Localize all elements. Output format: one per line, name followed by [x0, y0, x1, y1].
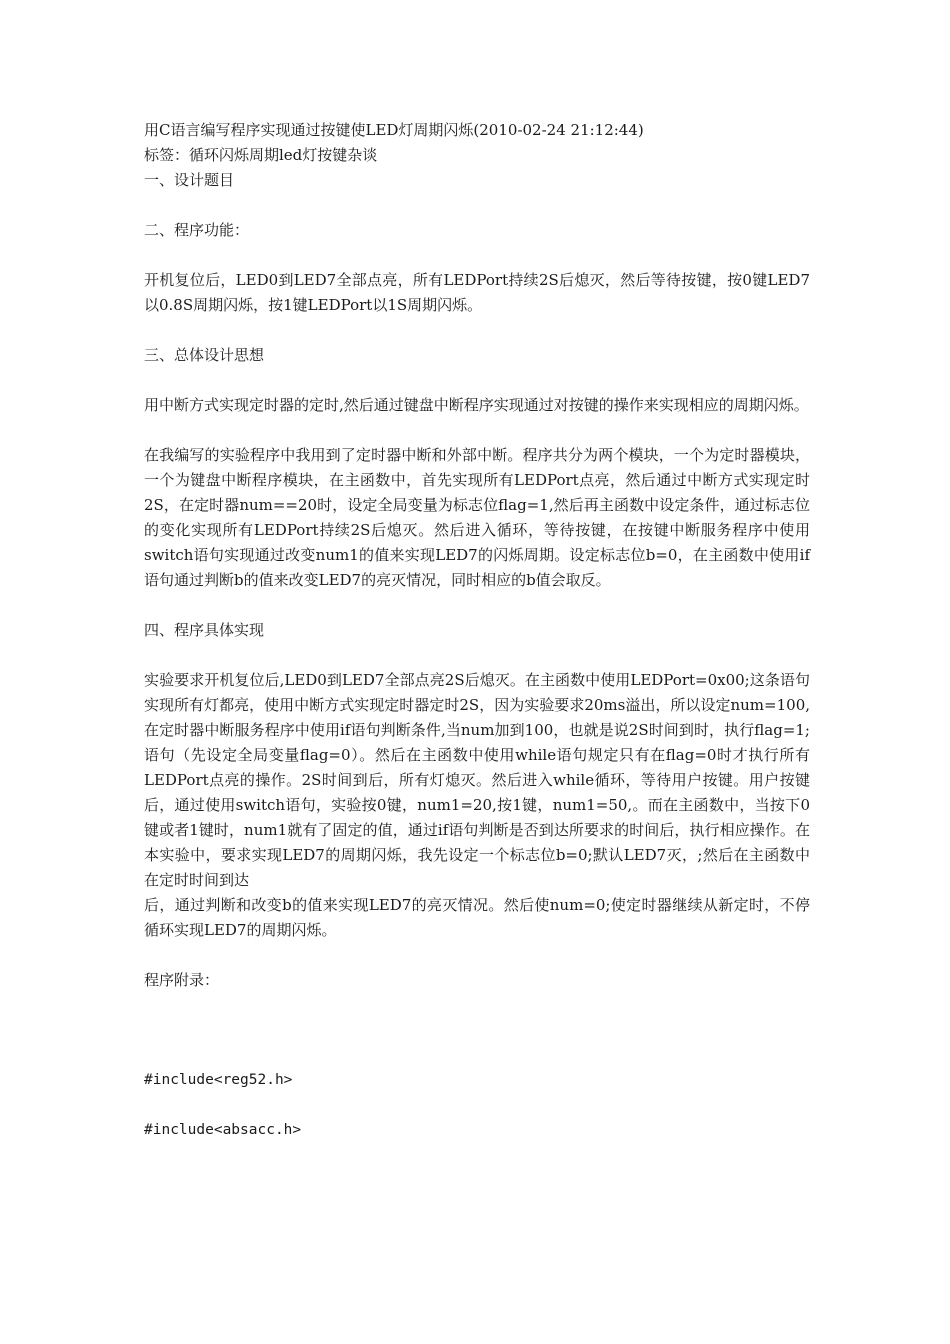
implementation-paragraph-1: 实验要求开机复位后,LED0到LED7全部点亮2S后熄灭。在主函数中使用LEDPort=0x00;这条语句实现所有灯都亮，使用中断方式实现定时器定时2S，因为实验要求20ms溢出，所以设定num=100,在定时器中断服务程序中使用if语句判断条件,当num加到100，也就是说2S时间到时，执行flag=1;语句（先设定全局变量flag=0）。然后在主函数中使用while语句规定只有在flag=0时才执行所有LEDPort点亮的操作。2S时间到后，所有灯熄灭。然后进入while循环，等待用户按键。用户按键后，通过使用switch语句，实验按0键，num1=20,按1键，num1=50,。而在主函数中，当按下0键或者1键时，num1就有了固定的值，通过if语句判断是否到达所要求的时间后，执行相应操作。在本实验中，要求实现LED7的周期闪烁，我先设定一个标志位b=0;默认LED7灭，;然后在主函数中在定时时间到达 — [144, 671, 810, 889]
section-heading-design-topic: 一、设计题目 — [144, 171, 235, 189]
design-paragraph-1: 用中断方式实现定时器的定时,然后通过键盘中断程序实现通过对按键的操作来实现相应的周期闪烁。 — [144, 396, 809, 414]
code-line-include-absacc: #include<absacc.h> — [144, 1122, 302, 1138]
appendix-heading: 程序附录： — [144, 971, 220, 989]
implementation-paragraph-2: 后，通过判断和改变b的值来实现LED7的亮灭情况。然后使num=0;使定时器继续从新定时，不停循环实现LED7的周期闪烁。 — [144, 896, 810, 939]
function-paragraph: 开机复位后，LED0到LED7全部点亮，所有LEDPort持续2S后熄灭，然后等待按键，按0键LED7以0.8S周期闪烁，按1键LEDPort以1S周期闪烁。 — [144, 271, 810, 314]
section-heading-program-function: 二、程序功能： — [144, 221, 250, 239]
section-heading-implementation: 四、程序具体实现 — [144, 621, 265, 639]
code-line-include-reg52: #include<reg52.h> — [144, 1072, 293, 1088]
document-page — [144, 118, 810, 1143]
design-paragraph-2: 在我编写的实验程序中我用到了定时器中断和外部中断。程序共分为两个模块，一个为定时器模块，一个为键盘中断程序模块，在主函数中，首先实现所有LEDPort点亮，然后通过中断方式实现定时2S，在定时器num==20时，设定全局变量为标志位flag=1,然后再主函数中设定条件，通过标志位的变化实现所有LEDPort持续2S后熄灭。然后进入循环，等待按键，在按键中断服务程序中使用switch语句实现通过改变num1的值来实现LED7的闪烁周期。设定标志位b=0，在主函数中使用if语句通过判断b的值来改变LED7的亮灭情况，同时相应的b值会取反。 — [144, 446, 810, 589]
document-title: 用C语言编写程序实现通过按键使LED灯周期闪烁(2010-02-24 21:12:44) — [144, 121, 644, 139]
section-heading-overall-design: 三、总体设计思想 — [144, 346, 265, 364]
document-tags: 标签：循环闪烁周期led灯按键杂谈 — [144, 146, 378, 164]
